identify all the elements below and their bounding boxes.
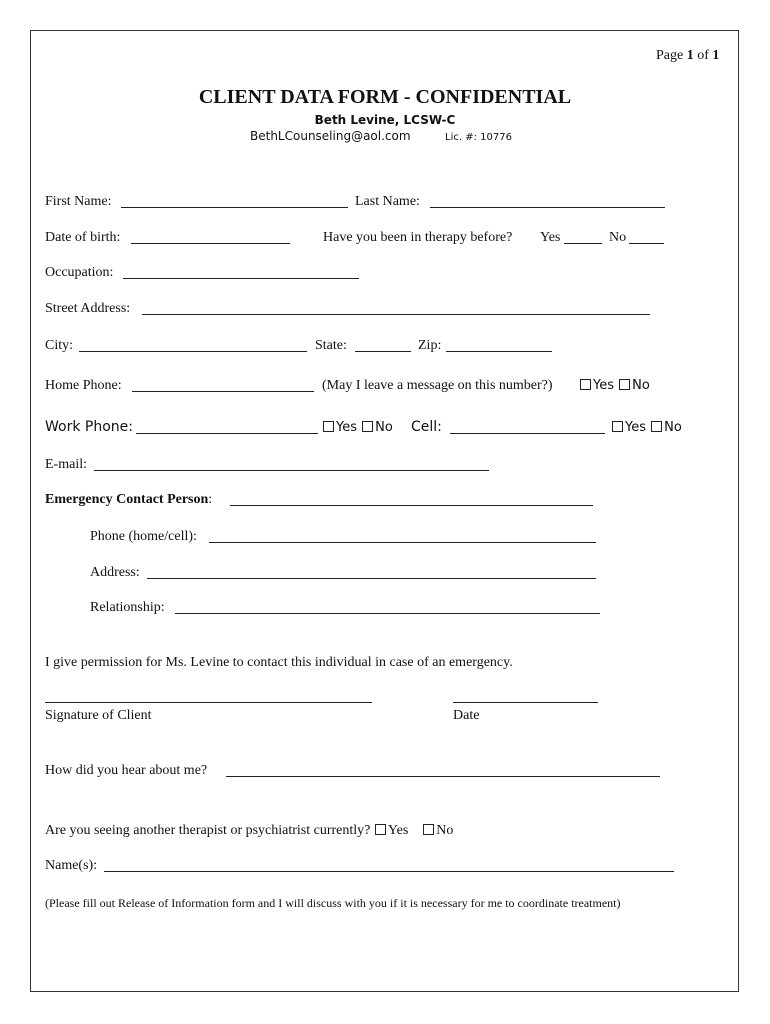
date-label: Date <box>453 708 480 723</box>
work-phone-label: Work Phone: <box>45 419 133 435</box>
names-field[interactable] <box>104 871 674 872</box>
ec-address-field[interactable] <box>147 578 596 579</box>
home-message-options: Yes No <box>579 378 650 394</box>
state-field[interactable] <box>355 351 411 352</box>
ec-phone-field[interactable] <box>209 542 596 543</box>
cell-message-options: Yes No <box>611 420 682 436</box>
emergency-contact-field[interactable] <box>230 505 593 506</box>
therapy-no-label: No <box>609 230 627 245</box>
cell-label: Cell: <box>411 419 442 435</box>
dob-field[interactable] <box>131 243 290 244</box>
state-label: State: <box>315 338 347 353</box>
therapy-question: Have you been in therapy before? <box>323 230 513 245</box>
cell-no-checkbox[interactable] <box>651 421 662 432</box>
street-label: Street Address: <box>45 301 131 316</box>
email-field[interactable] <box>94 470 489 471</box>
therapy-yes-label: Yes <box>540 230 561 245</box>
seeing-other-yes-checkbox[interactable] <box>375 824 386 835</box>
work-phone-field[interactable] <box>136 433 318 434</box>
therapy-no-field[interactable] <box>629 243 664 244</box>
work-yes-checkbox[interactable] <box>323 421 334 432</box>
cell-yes-checkbox[interactable] <box>612 421 623 432</box>
ec-relationship-label: Relationship: <box>90 600 165 615</box>
hear-about-field[interactable] <box>226 776 660 777</box>
dob-label: Date of birth: <box>45 230 121 245</box>
home-phone-label: Home Phone: <box>45 378 122 393</box>
counselor-email: BethLCounseling@aol.com <box>250 129 411 143</box>
first-name-label: First Name: <box>45 194 112 209</box>
signature-field[interactable] <box>45 702 372 703</box>
first-name-field[interactable] <box>121 207 348 208</box>
email-label: E-mail: <box>45 457 87 472</box>
street-field[interactable] <box>142 314 650 315</box>
home-message-yes-checkbox[interactable] <box>580 379 591 390</box>
date-field[interactable] <box>453 702 598 703</box>
ec-relationship-field[interactable] <box>175 613 600 614</box>
zip-label: Zip: <box>418 338 442 353</box>
hear-about-label: How did you hear about me? <box>45 763 208 778</box>
home-message-no-checkbox[interactable] <box>619 379 630 390</box>
city-field[interactable] <box>79 351 307 352</box>
names-label: Name(s): <box>45 858 98 873</box>
seeing-other-no-checkbox[interactable] <box>423 824 434 835</box>
occupation-label: Occupation: <box>45 265 114 280</box>
work-no-checkbox[interactable] <box>362 421 373 432</box>
emergency-contact-label: Emergency Contact Person: <box>45 492 213 507</box>
ec-address-label: Address: <box>90 565 140 580</box>
release-note: (Please fill out Release of Information form and I will discuss with you if it is necessary for me to coordinate treatment) <box>45 896 621 910</box>
work-message-options: Yes No <box>322 420 393 436</box>
ec-phone-label: Phone (home/cell): <box>90 529 197 544</box>
page-number: Page 1 of 1 <box>656 48 720 63</box>
counselor-name: Beth Levine, LCSW-C <box>314 113 456 127</box>
signature-label: Signature of Client <box>45 708 152 723</box>
form-title: CLIENT DATA FORM - CONFIDENTIAL <box>198 86 572 108</box>
license-number: Lic. #: 10776 <box>445 132 512 143</box>
permission-statement: I give permission for Ms. Levine to contact this individual in case of an emergency. <box>45 655 513 670</box>
seeing-other-question: Are you seeing another therapist or psychiatrist currently? Yes No <box>45 823 454 838</box>
cell-field[interactable] <box>450 433 605 434</box>
occupation-field[interactable] <box>123 278 359 279</box>
home-message-question: (May I leave a message on this number?) <box>322 378 553 393</box>
last-name-field[interactable] <box>430 207 665 208</box>
therapy-yes-field[interactable] <box>564 243 602 244</box>
form-border <box>30 30 739 992</box>
city-label: City: <box>45 338 74 353</box>
last-name-label: Last Name: <box>355 194 420 209</box>
zip-field[interactable] <box>446 351 552 352</box>
home-phone-field[interactable] <box>132 391 314 392</box>
